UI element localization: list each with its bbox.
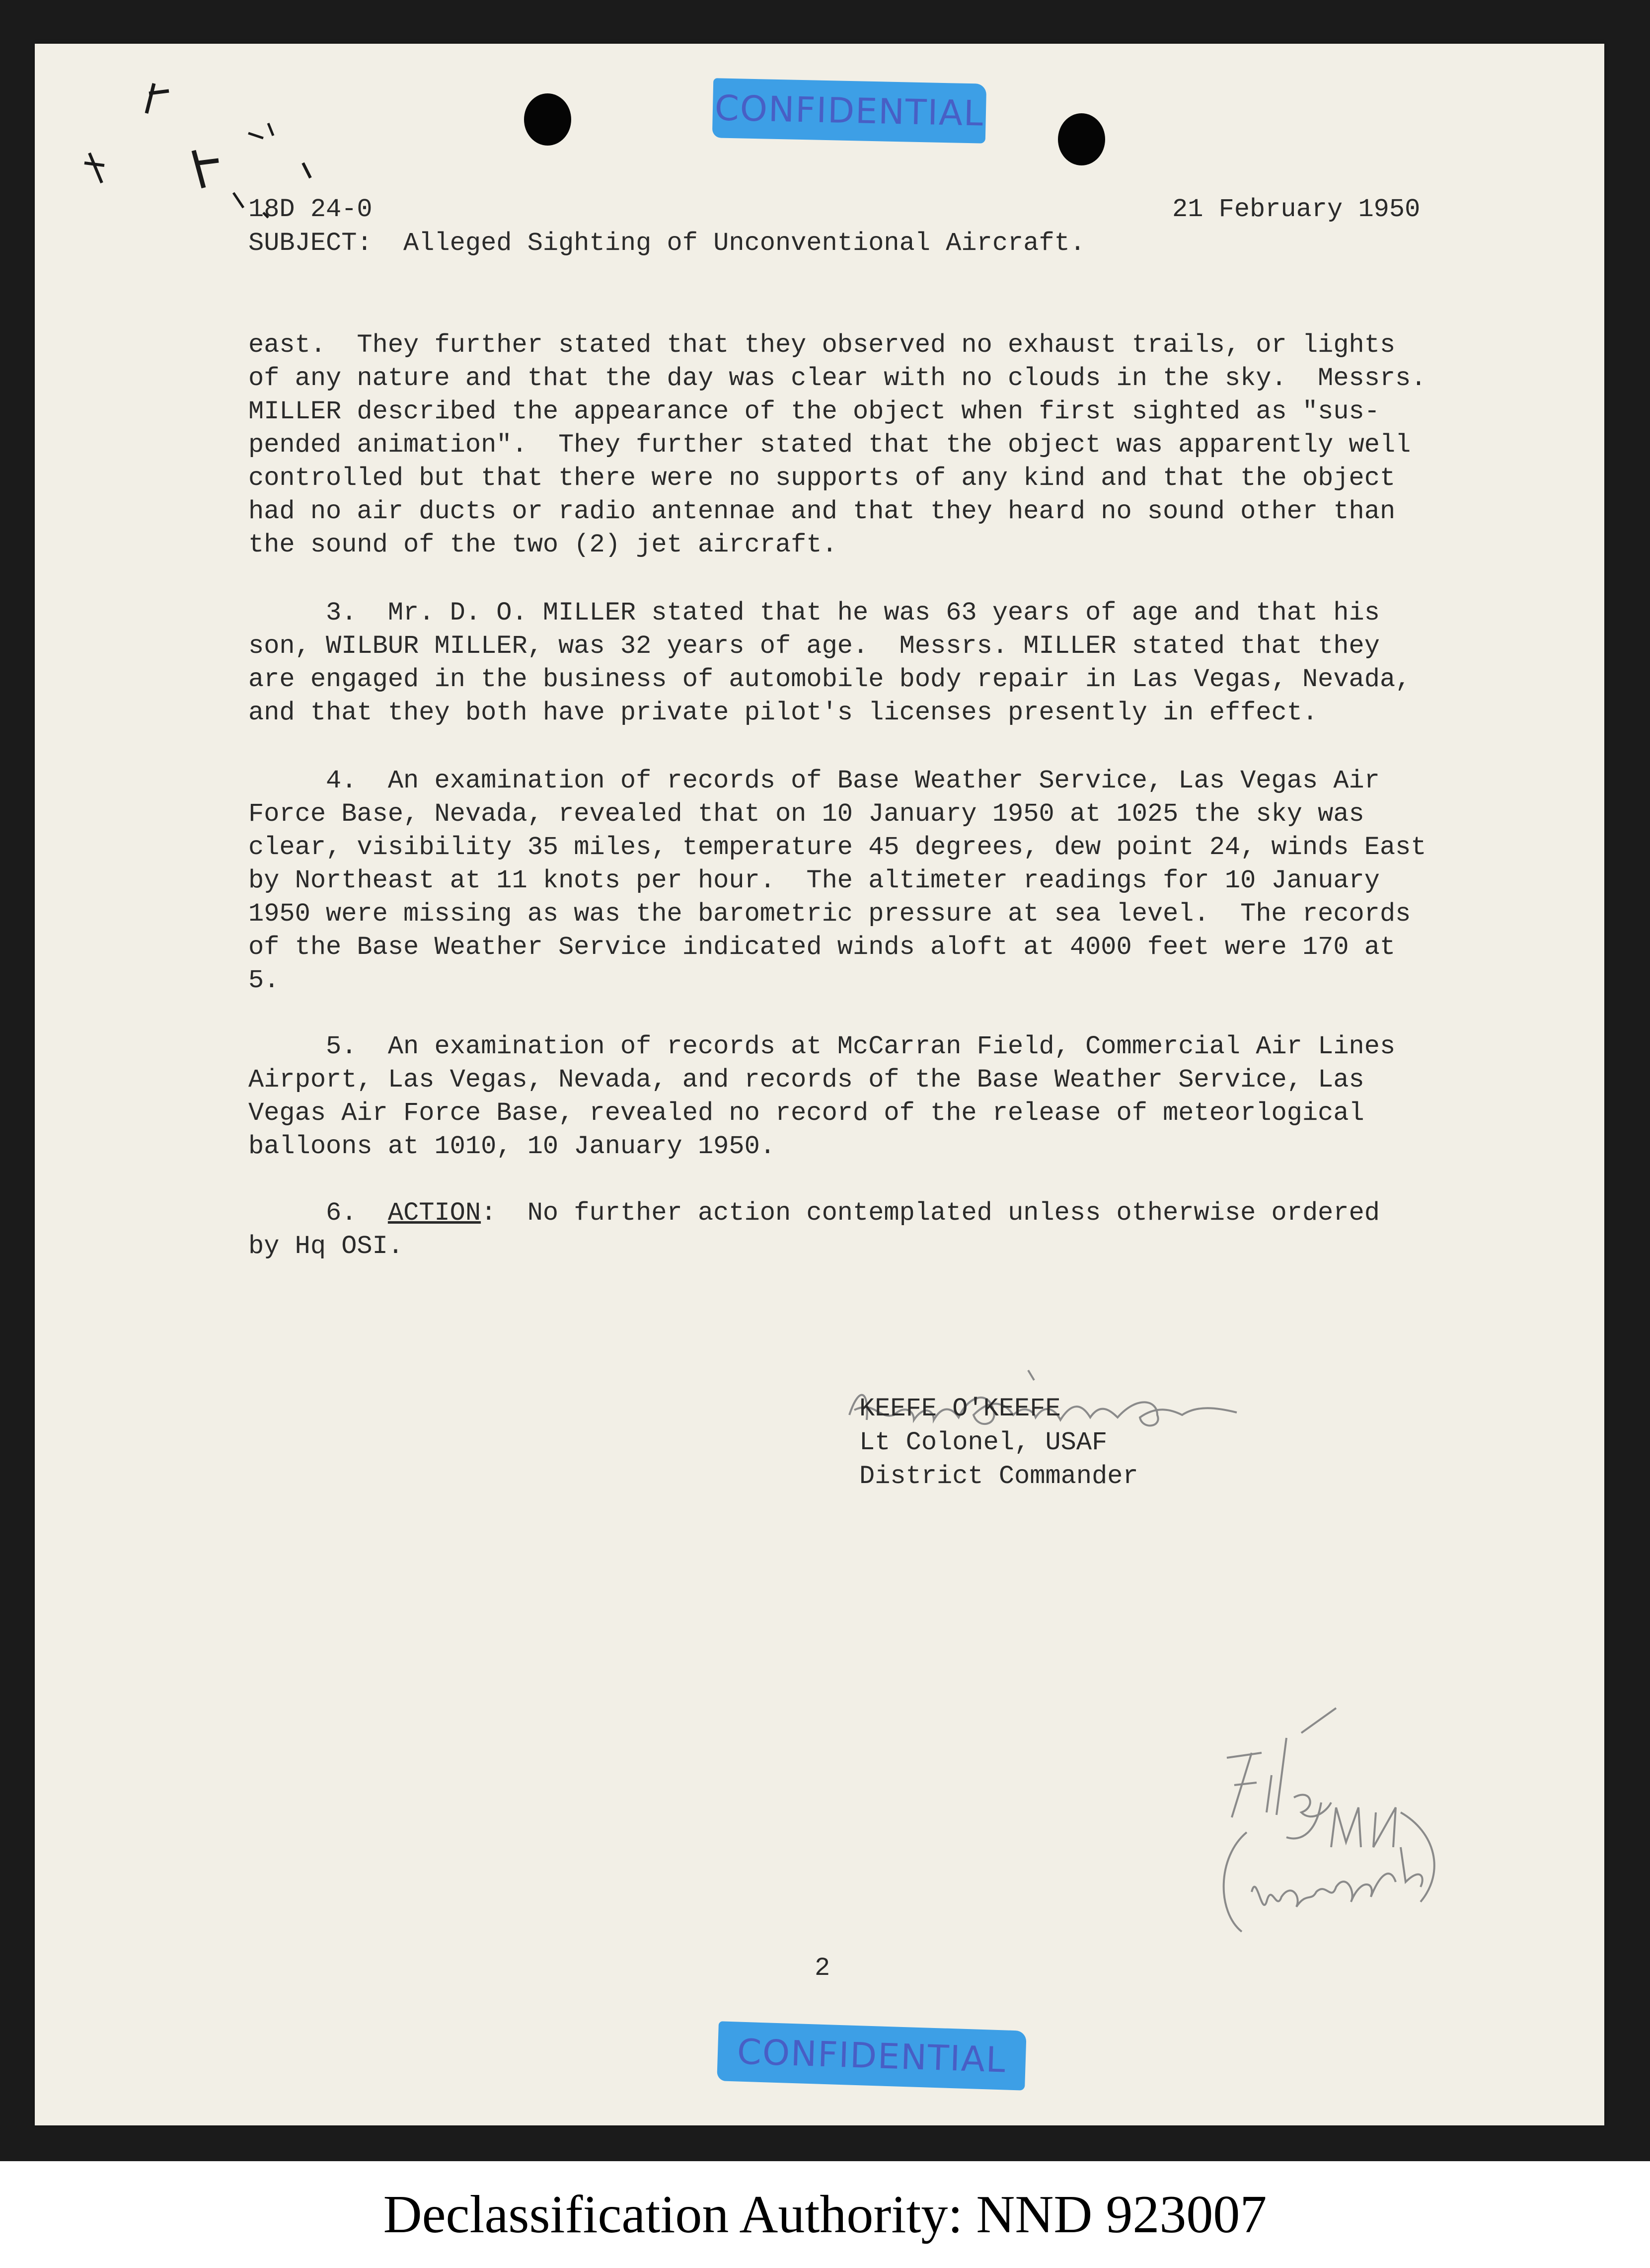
text-line: MILLER described the appearance of the object when first sighted as "sus- <box>248 397 1380 426</box>
subject-line: SUBJECT: Alleged Sighting of Unconventional Aircraft. <box>248 229 1086 258</box>
document-page <box>35 44 1604 2125</box>
text-line: controlled but that there were no supports of any kind and that the object <box>248 464 1396 493</box>
text-line: Vegas Air Force Base, revealed no record of the release of meteorlogical <box>248 1098 1364 1128</box>
confidential-stamp-bottom <box>717 2021 1026 2090</box>
stamp-text: CONFIDENTIAL <box>714 87 984 134</box>
signatory-name: KEEFE O'KEEFE <box>859 1394 1061 1423</box>
text-line: 3. Mr. D. O. MILLER stated that he was 63 years of age and that his <box>248 598 1380 627</box>
text-line: Airport, Las Vegas, Nevada, and records of the Base Weather Service, Las <box>248 1065 1364 1095</box>
text-line: 5. An examination of records at McCarran Field, Commercial Air Lines <box>248 1032 1396 1061</box>
file-number: 18D 24-0 <box>248 195 373 224</box>
text-line: of any nature and that the day was clear with no clouds in the sky. Messrs. <box>248 364 1426 393</box>
text-line: and that they both have private pilot's licenses presently in effect. <box>248 698 1318 727</box>
declassification-caption: Declassification Authority: NND 923007 <box>383 2185 1267 2244</box>
text-line: of the Base Weather Service indicated winds aloft at 4000 feet were 170 at <box>248 933 1396 962</box>
text-line: east. They further stated that they observed no exhaust trails, or lights <box>248 330 1396 360</box>
text-line: son, WILBUR MILLER, was 32 years of age. Messrs. MILLER stated that they <box>248 631 1380 661</box>
punch-hole-right <box>1058 113 1105 165</box>
punch-hole-left <box>524 93 571 146</box>
text-line: the sound of the two (2) jet aircraft. <box>248 530 837 559</box>
text-line: had no air ducts or radio antennae and that they heard no sound other than <box>248 497 1396 526</box>
paragraph-5 <box>248 1030 1520 1163</box>
page-number: 2 <box>815 1954 830 1983</box>
handwritten-file-note <box>1187 1683 1535 1961</box>
text-line: by Hq OSI. <box>248 1232 404 1261</box>
text-line: pended animation". They further stated that the object was apparently well <box>248 430 1411 460</box>
action-text: : No further action contemplated unless otherwise ordered <box>481 1198 1380 1228</box>
signatory-rank: Lt Colonel, USAF <box>859 1428 1108 1457</box>
text-line: Force Base, Nevada, revealed that on 10 January 1950 at 1025 the sky was <box>248 799 1364 829</box>
text-line: 4. An examination of records of Base Weather Service, Las Vegas Air <box>248 766 1380 795</box>
confidential-stamp-top <box>712 78 986 143</box>
text-line: balloons at 1010, 10 January 1950. <box>248 1132 775 1161</box>
paragraph-6-action <box>248 1196 1520 1263</box>
document-date: 21 February 1950 <box>1172 195 1421 224</box>
text-line: are engaged in the business of automobile body repair in Las Vegas, Nevada, <box>248 665 1411 694</box>
action-prefix: 6. <box>248 1198 388 1228</box>
text-line: by Northeast at 11 knots per hour. The altimeter readings for 10 January <box>248 866 1380 895</box>
text-line: 5. <box>248 966 280 995</box>
paragraph-4 <box>248 764 1520 997</box>
text-line: 1950 were missing as was the barometric pressure at sea level. The records <box>248 899 1411 929</box>
stamp-text: CONFIDENTIAL <box>736 2031 1007 2081</box>
signatory-title: District Commander <box>859 1462 1138 1491</box>
text-line: clear, visibility 35 miles, temperature 45 degrees, dew point 24, winds East <box>248 833 1426 862</box>
action-label: ACTION <box>387 1198 481 1228</box>
paragraph-2-continuation <box>248 328 1520 561</box>
action-line <box>248 1196 1520 1230</box>
paragraph-3 <box>248 596 1520 729</box>
